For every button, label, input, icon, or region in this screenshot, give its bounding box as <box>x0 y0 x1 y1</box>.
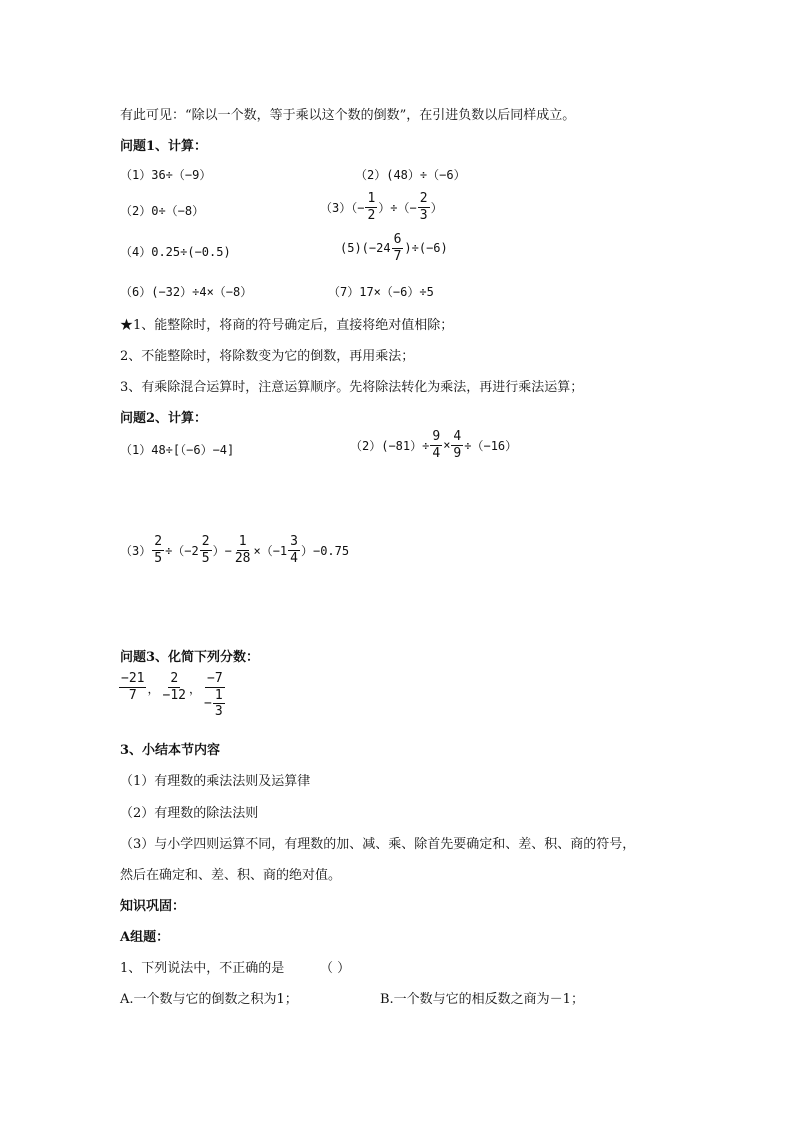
numerator: 2 <box>201 534 210 549</box>
fraction <box>365 192 377 222</box>
denominator: −12 <box>162 687 186 703</box>
numerator: 1 <box>214 687 223 703</box>
problem-2-item-2 <box>350 430 517 460</box>
expr-part: )÷(−6) <box>404 241 448 256</box>
fraction <box>430 430 442 460</box>
problem-1-item-7: （6）(−32）÷4×（−8） <box>120 285 253 299</box>
expr-part: （2）(−81）÷ <box>350 438 430 453</box>
denominator: 5 <box>154 550 163 566</box>
problem-1-item-1: （1）36÷（−9） <box>120 168 212 182</box>
denominator: 5 <box>201 550 210 566</box>
summary-title: 3、小结本节内容 <box>120 743 221 758</box>
separator: ， <box>147 682 160 696</box>
fraction <box>213 689 225 719</box>
intro-text: 有此可见：“除以一个数，等于乘以这个数的倒数”，在引进负数以后同样成立。 <box>120 108 576 123</box>
fraction <box>418 192 430 222</box>
fraction <box>119 672 146 702</box>
numerator: 4 <box>453 429 462 444</box>
expr-part: ）− <box>212 543 232 558</box>
expr-part: ）÷（− <box>378 200 417 215</box>
numerator: 6 <box>393 232 402 247</box>
numerator: −7 <box>207 671 223 686</box>
practice-question-1: 1、下列说法中，不正确的是 <box>120 961 285 976</box>
numerator: −21 <box>121 671 145 686</box>
fraction <box>392 233 404 263</box>
summary-item-3-continued: 然后在确定和、差、积、商的绝对值。 <box>120 868 342 883</box>
summary-item-2: （2）有理数的除法法则 <box>120 806 259 821</box>
expr-part: ） <box>430 200 443 215</box>
denominator: 3 <box>419 207 428 223</box>
problem-2-item-1: （1）48÷[（−6）−4] <box>120 443 235 457</box>
numerator: 1 <box>238 534 247 549</box>
summary-item-3: （3）与小学四则运算不同，有理数的加、减、乘、除首先要确定和、差、积、商的符号， <box>120 837 636 852</box>
denominator: 7 <box>393 248 402 264</box>
fraction <box>451 430 463 460</box>
practice-title: 知识巩固： <box>120 899 186 914</box>
group-a-title: A组题： <box>120 930 170 945</box>
numerator: 1 <box>367 191 376 206</box>
problem-1-title: 问题1、计算： <box>120 139 208 154</box>
denominator: 28 <box>234 550 251 566</box>
fraction <box>152 535 164 565</box>
expr-part: ÷（−16） <box>464 438 518 453</box>
fraction <box>233 535 253 565</box>
problem-1-item-4 <box>320 192 443 222</box>
denominator: 3 <box>214 704 223 720</box>
problem-1-item-8: （7）17×（−6）÷5 <box>328 285 434 299</box>
denominator: 2 <box>367 207 376 223</box>
fraction <box>161 672 188 702</box>
option-a: A.一个数与它的倒数之积为1； <box>120 992 298 1007</box>
expr-part: ）−0.75 <box>300 543 350 558</box>
separator: ， <box>188 682 201 696</box>
problem-1-item-5: （4）0.25÷(−0.5) <box>120 245 231 259</box>
numerator: 2 <box>419 191 428 206</box>
problem-2-item-3 <box>120 535 349 565</box>
numerator: 9 <box>432 429 441 444</box>
problem-2-title: 问题2、计算： <box>120 411 208 426</box>
expr-part: ÷（−2 <box>165 543 199 558</box>
numerator: 3 <box>290 534 298 549</box>
expr-part: (5)(−24 <box>340 241 391 256</box>
problem-1-item-3: （2）0÷（−8） <box>120 204 205 218</box>
complex-fraction <box>202 672 228 719</box>
expr-part: （3） <box>120 543 152 558</box>
rule-3: 3、有乘除混合运算时，注意运算顺序。先将除法转化为乘法，再进行乘法运算； <box>120 380 584 395</box>
answer-blank: （ ） <box>320 961 351 976</box>
problem-1-item-6 <box>340 233 448 263</box>
summary-item-1: （1）有理数的乘法法则及运算律 <box>120 774 311 789</box>
denominator <box>202 688 228 719</box>
denominator: 7 <box>128 687 137 703</box>
numerator: 2 <box>170 671 179 686</box>
denominator: 9 <box>453 445 462 461</box>
rule-1: ★1、能整除时，将商的符号确定后，直接将绝对值相除； <box>120 318 454 333</box>
denominator: 4 <box>432 445 441 461</box>
expr-part: ×（−1 <box>253 543 288 558</box>
expr-part: （3）（− <box>320 200 365 215</box>
option-b: B.一个数与它的相反数之商为－1； <box>380 992 584 1007</box>
problem-3-title: 问题3、化简下列分数： <box>120 650 260 665</box>
fraction <box>288 535 300 565</box>
sign: − <box>204 695 212 711</box>
expr-part: × <box>443 438 451 453</box>
rule-2: 2、不能整除时，将除数变为它的倒数，再用乘法； <box>120 349 415 364</box>
denominator: 4 <box>290 550 298 566</box>
problem-1-item-2: （2）(48）÷（−6） <box>355 168 466 182</box>
fraction <box>200 535 212 565</box>
numerator: 2 <box>154 534 163 549</box>
problem-3-fractions <box>118 670 229 719</box>
